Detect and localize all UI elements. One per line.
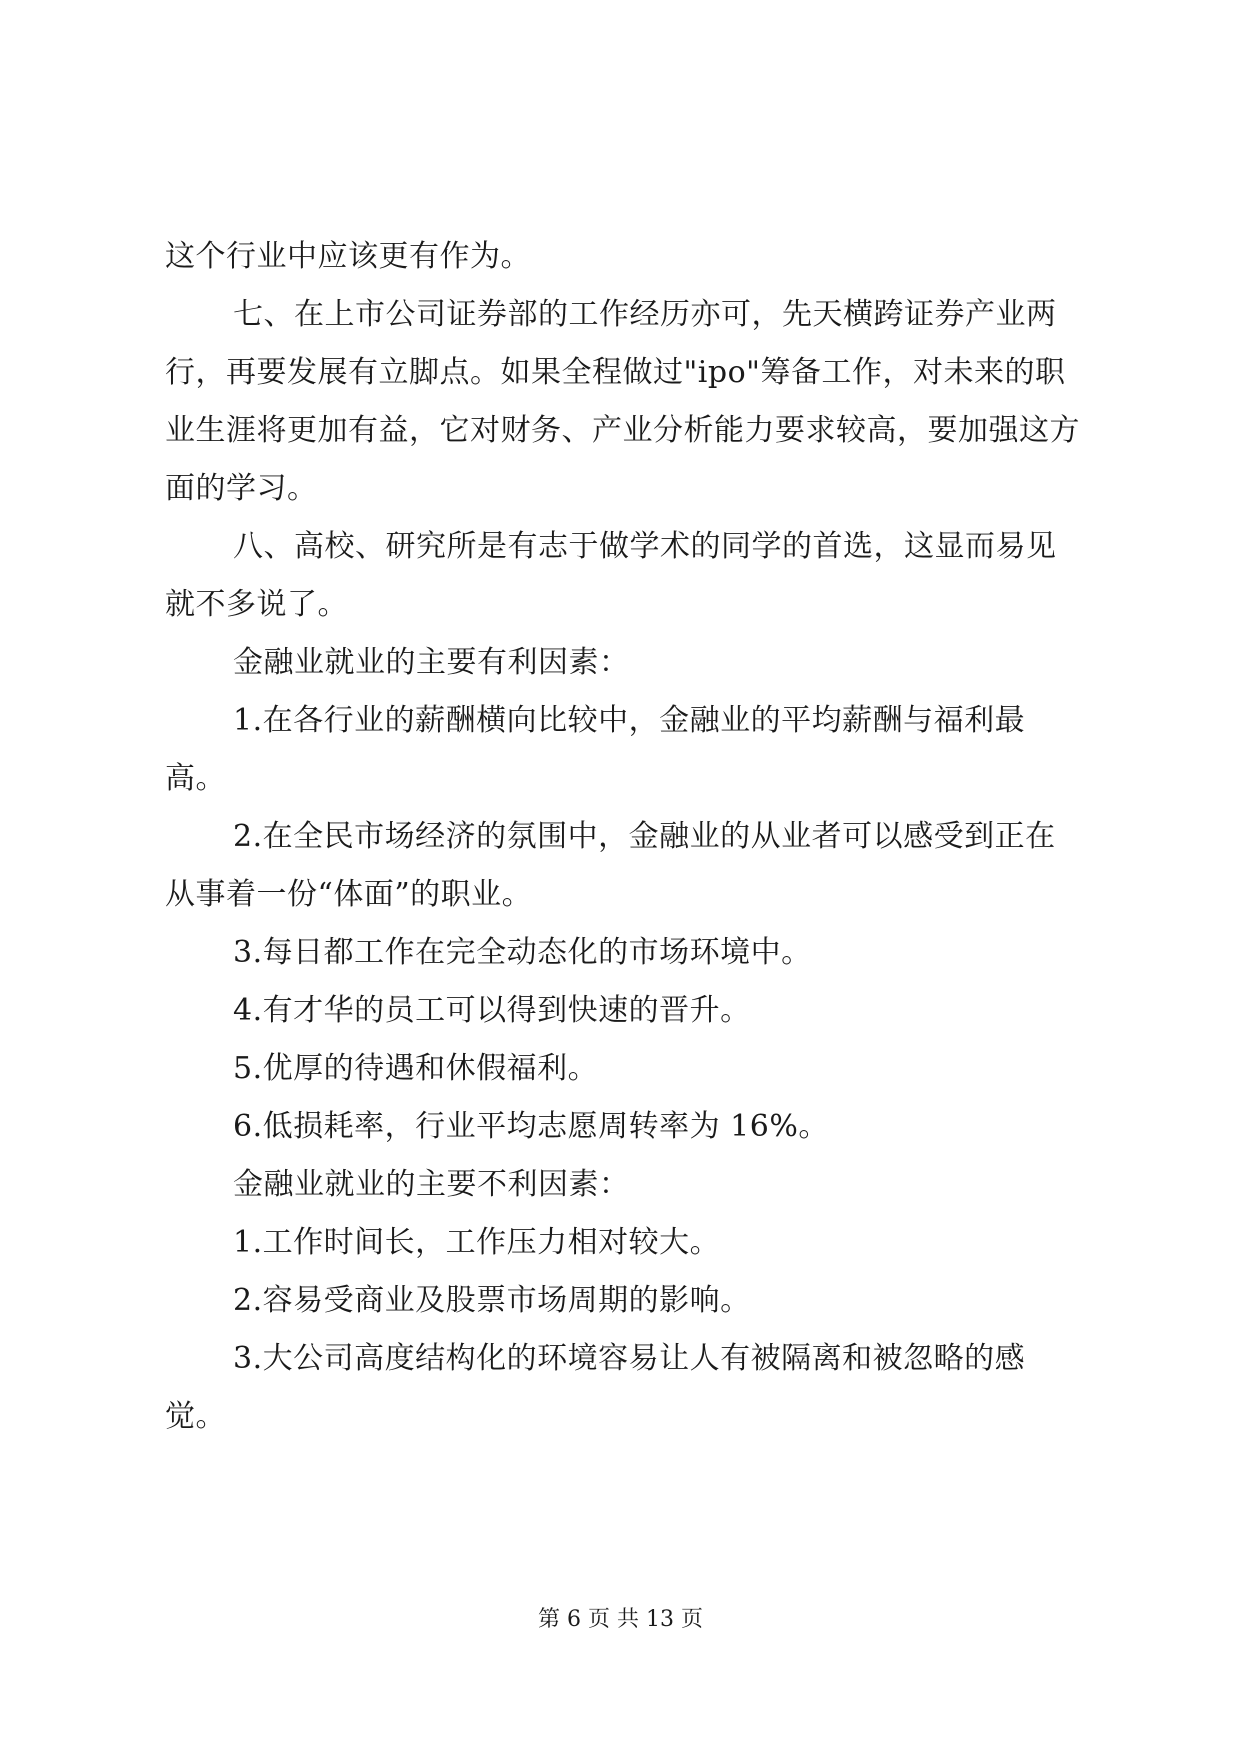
advantage-item-4: 4.有才华的员工可以得到快速的晋升。 [233, 993, 751, 1028]
paragraph-eight: 八、高校、研究所是有志于做学术的同学的首选，这显而易见就不多说了。 [165, 529, 1057, 622]
disadvantages-heading: 金融业就业的主要不利因素： [233, 1167, 630, 1202]
paragraph-continuation: 这个行业中应该更有作为。 [165, 239, 531, 274]
advantage-item-1: 1.在各行业的薪酬横向比较中，金融业的平均薪酬与福利最高。 [165, 703, 1026, 796]
disadvantage-item-1: 1.工作时间长，工作压力相对较大。 [233, 1225, 721, 1260]
disadvantage-item-3: 3.大公司高度结构化的环境容易让人有被隔离和被忽略的感觉。 [165, 1341, 1026, 1434]
disadvantage-item-2: 2.容易受商业及股票市场周期的影响。 [233, 1283, 751, 1318]
advantages-heading: 金融业就业的主要有利因素： [233, 645, 630, 680]
page-footer [0, 1602, 1241, 1633]
body-text [165, 228, 1085, 1446]
advantage-item-6: 6.低损耗率，行业平均志愿周转率为 16%。 [233, 1109, 829, 1144]
page-number: 第 6 页 共 13 页 [538, 1607, 703, 1632]
advantage-item-5: 5.优厚的待遇和休假福利。 [233, 1051, 599, 1086]
paragraph-seven: 七、在上市公司证券部的工作经历亦可，先天横跨证券产业两行，再要发展有立脚点。如果全程做过"ipo"筹备工作，对未来的职业生涯将更加有益，它对财务、产业分析能力要求较高，要加强这方面的学习。 [165, 297, 1080, 506]
advantage-item-3: 3.每日都工作在完全动态化的市场环境中。 [233, 935, 812, 970]
advantage-item-2: 2.在全民市场经济的氛围中，金融业的从业者可以感受到正在从事着一份“体面”的职业。 [165, 819, 1056, 912]
